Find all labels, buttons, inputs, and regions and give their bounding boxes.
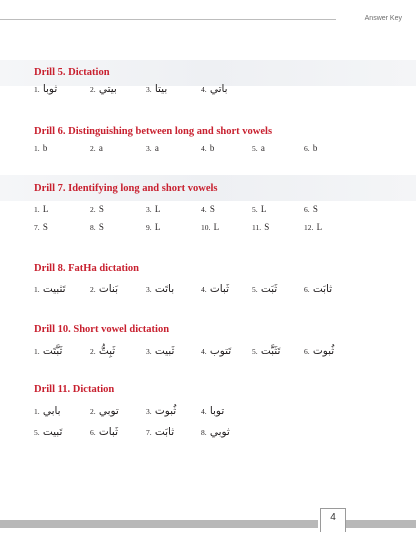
answer-item: 2. بَنات — [90, 283, 118, 295]
drill-7 — [34, 183, 384, 232]
answer-item: 3. L — [146, 204, 161, 214]
answer-item: 5. a — [252, 143, 265, 153]
answer-item: 3. ثَبيت — [146, 345, 175, 357]
answer-item: 2. بيتي — [90, 83, 117, 95]
drill-10 — [34, 324, 384, 357]
answer-item: 4. توبا — [201, 405, 225, 417]
answer-item: 4. S — [201, 204, 215, 214]
page-number-box — [320, 508, 346, 532]
answer-item: 3. باتَت — [146, 283, 175, 295]
answer-item: 1. بابي — [34, 405, 61, 417]
answer-item: 4. b — [201, 143, 215, 153]
answer-item: 1. L — [34, 204, 49, 214]
answer-item: 1. b — [34, 143, 48, 153]
answer-item: 6. ثَبات — [90, 426, 118, 438]
answer-item: 5. ثَبَت — [252, 283, 278, 295]
answer-item: 7. ثابَت — [146, 426, 175, 438]
answer-item: 2. توبي — [90, 405, 119, 417]
answer-item: 2. S — [90, 204, 104, 214]
answer-item: 9. L — [146, 222, 161, 232]
answer-item: 4. باتي — [201, 83, 228, 95]
answer-item: 8. S — [90, 222, 104, 232]
answer-item: 6. ثابَت — [304, 283, 333, 295]
answer-item: 1. ثَبَّتَت — [34, 345, 63, 357]
answer-item: 8. ثوبي — [201, 426, 230, 438]
drill-8 — [34, 263, 384, 295]
answer-item: 10. L — [201, 222, 220, 232]
answer-item: 5. تَثَبَّت — [252, 345, 281, 357]
drill-title: Drill 10. Short vowel dictation — [34, 324, 170, 335]
answer-item: 2. a — [90, 143, 103, 153]
answer-item: 3. بيتا — [146, 83, 168, 95]
answer-item: 3. ثُبوت — [146, 405, 177, 417]
answer-item: 6. S — [304, 204, 318, 214]
drill-6 — [34, 126, 384, 153]
answer-item: 4. ثَبات — [201, 283, 229, 295]
drill-title: Drill 6. Distinguishing between long and short vowels — [34, 126, 273, 137]
answer-item: 12. L — [304, 222, 323, 232]
answer-item: 3. a — [146, 143, 159, 153]
answer-item: 5. L — [252, 204, 267, 214]
answer-item: 11. S — [252, 222, 270, 232]
answer-item: 2. ثَبِتُّ — [90, 345, 116, 357]
drill-title: Drill 5. Dictation — [34, 67, 110, 78]
answer-item: 1. ثوبا — [34, 83, 58, 95]
running-header: Answer Key — [364, 15, 402, 22]
drill-title: Drill 8. FatHa dictation — [34, 263, 139, 274]
answer-item: 1. تَثبيت — [34, 283, 66, 295]
answer-item: 4. تَتوب — [201, 345, 232, 357]
footer-rule — [0, 520, 318, 528]
page-number: 4 — [330, 512, 336, 523]
answer-item: 6. b — [304, 143, 318, 153]
header-rule — [0, 19, 336, 20]
footer-rule — [346, 520, 416, 528]
drill-title: Drill 7. Identifying long and short vowels — [34, 183, 218, 194]
drill-11 — [34, 384, 384, 438]
drill-title: Drill 11. Dictation — [34, 384, 115, 395]
answer-item: 5. تَبيت — [34, 426, 63, 438]
answer-item: 6. ثُبوت — [304, 345, 335, 357]
answer-item: 7. S — [34, 222, 48, 232]
drill-5 — [34, 67, 384, 95]
